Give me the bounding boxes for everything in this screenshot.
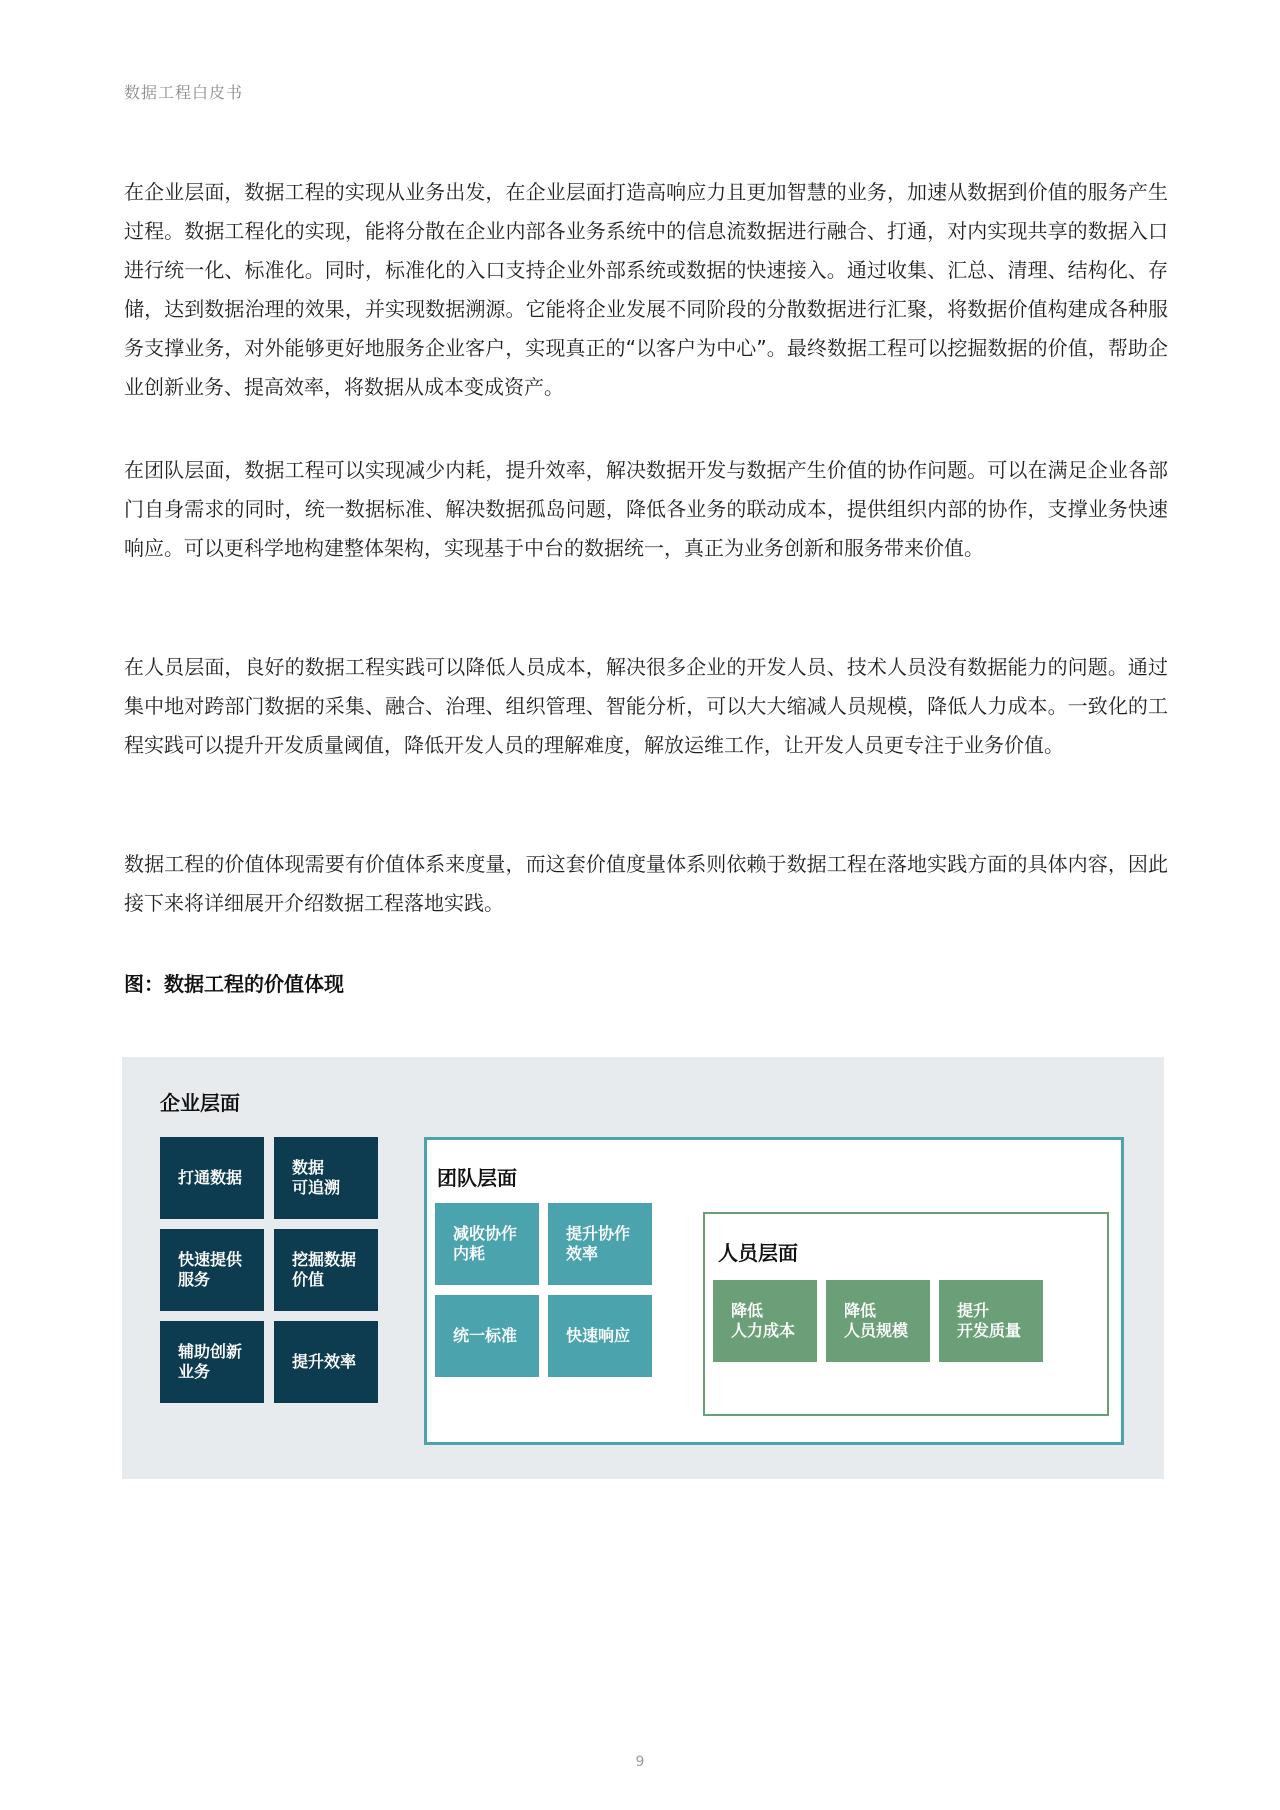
enterprise-tile-connect-data: 打通数据 bbox=[160, 1137, 264, 1219]
enterprise-level-title: 企业层面 bbox=[160, 1091, 240, 1115]
enterprise-tile-traceable-data: 数据 可追溯 bbox=[274, 1137, 378, 1219]
page-number: 9 bbox=[635, 1754, 645, 1770]
paragraph-team: 在团队层面，数据工程可以实现减少内耗，提升效率，解决数据开发与数据产生价值的协作问题。可以在满足企业各部门自身需求的同时，统一数据标准、解决数据孤岛问题，降低各业务的联动成本，提供组织内部的协作，支撑业务快速响应。可以更科学地构建整体架构，实现基于中台的数据统一，真正为业务创新和服务带来价值。 bbox=[124, 458, 1168, 560]
enterprise-tile-innovate-business: 辅助创新 业务 bbox=[160, 1321, 264, 1403]
enterprise-tile-fast-service: 快速提供 服务 bbox=[160, 1229, 264, 1311]
team-tile-fast-response: 快速响应 bbox=[548, 1295, 652, 1377]
team-level-box bbox=[424, 1137, 1124, 1445]
team-level-title: 团队层面 bbox=[437, 1166, 517, 1190]
team-tile-reduce-friction: 减收协作 内耗 bbox=[435, 1203, 539, 1285]
team-tile-unified-standard: 统一标准 bbox=[435, 1295, 539, 1377]
value-diagram bbox=[122, 1057, 1164, 1479]
paragraph-people: 在人员层面，良好的数据工程实践可以降低人员成本，解决很多企业的开发人员、技术人员没有数据能力的问题。通过集中地对跨部门数据的采集、融合、治理、组织管理、智能分析，可以大大缩减人员规模，降低人力成本。一致化的工程实践可以提升开发质量阈值，降低开发人员的理解难度，解放运维工作，让开发人员更专注于业务价值。 bbox=[124, 655, 1168, 757]
people-tile-labor-cost: 降低 人力成本 bbox=[713, 1280, 817, 1362]
people-tile-dev-quality: 提升 开发质量 bbox=[939, 1280, 1043, 1362]
team-tile-collab-efficiency: 提升协作 效率 bbox=[548, 1203, 652, 1285]
paragraph-enterprise: 在企业层面，数据工程的实现从业务出发，在企业层面打造高响应力且更加智慧的业务，加速从数据到价值的服务产生过程。数据工程化的实现，能将分散在企业内部各业务系统中的信息流数据进行融合、打通，对内实现共享的数据入口进行统一化、标准化。同时，标准化的入口支持企业外部系统或数据的快速接入。通过收集、汇总、清理、结构化、存储，达到数据治理的效果，并实现数据溯源。它能将企业发展不同阶段的分散数据进行汇聚，将数据价值构建成各种服务支撑业务，对外能够更好地服务企业客户，实现真正的“以客户为中心”。最终数据工程可以挖掘数据的价值，帮助企业创新业务、提高效率，将数据从成本变成资产。 bbox=[124, 180, 1168, 399]
people-tile-staff-size: 降低 人员规模 bbox=[826, 1280, 930, 1362]
people-level-box bbox=[703, 1212, 1109, 1416]
figure-caption: 图：数据工程的价值体现 bbox=[124, 972, 344, 996]
paragraph-value-measure: 数据工程的价值体现需要有价值体系来度量，而这套价值度量体系则依赖于数据工程在落地实践方面的具体内容，因此接下来将详细展开介绍数据工程落地实践。 bbox=[124, 852, 1168, 915]
enterprise-tile-improve-efficiency: 提升效率 bbox=[274, 1321, 378, 1403]
people-level-title: 人员层面 bbox=[718, 1241, 798, 1265]
enterprise-tile-mine-value: 挖掘数据 价值 bbox=[274, 1229, 378, 1311]
running-header: 数据工程白皮书 bbox=[124, 83, 244, 102]
